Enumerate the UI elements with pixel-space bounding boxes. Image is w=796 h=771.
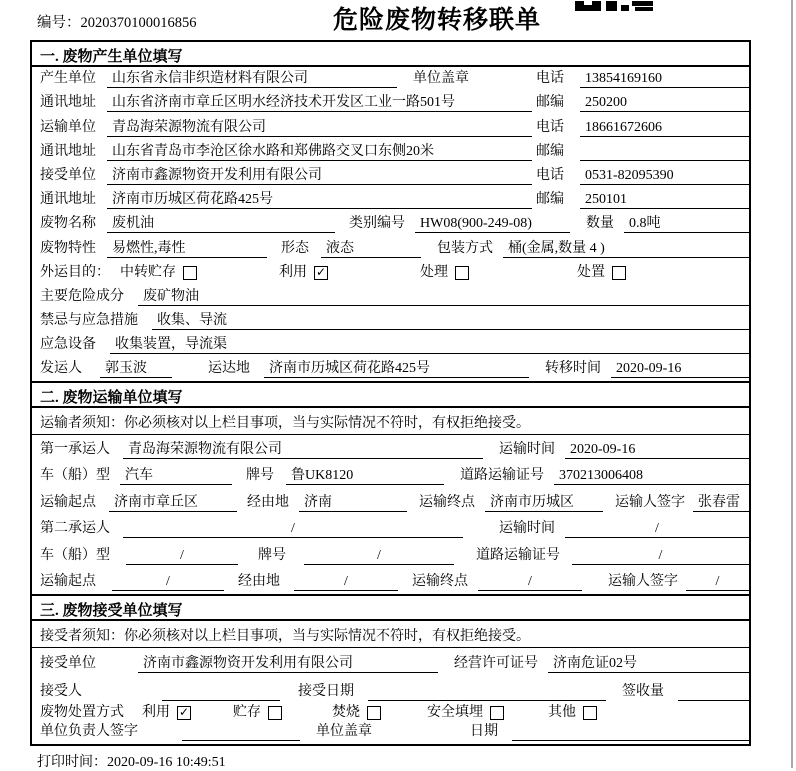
pack-label: 包装方式 <box>437 240 493 256</box>
vehicle1-label: 车（船）型 <box>40 468 110 484</box>
form-label: 形态 <box>281 240 309 256</box>
waste-code-value: HW08(900-249-08) <box>415 216 570 233</box>
date-label: 日期 <box>470 724 498 740</box>
receiver-phone-col <box>536 164 749 185</box>
option-label: 处置 <box>577 264 605 280</box>
pack-value: 桶(金属,数量 4 ) <box>503 237 749 258</box>
row-measures <box>32 309 749 333</box>
page-title: 危险废物转移联单 <box>333 7 542 34</box>
transporter-zip-value <box>580 160 749 161</box>
road-license-label: 道路运输证号 <box>476 547 560 563</box>
carrier2-value: / <box>123 521 463 538</box>
section3-body <box>32 621 749 744</box>
receiver-zip-value: 250101 <box>580 192 749 209</box>
page-right-edge <box>791 0 793 768</box>
address-label: 通讯地址 <box>40 95 96 111</box>
carrier-sign-value: / <box>686 574 749 591</box>
transfer-time-label: 转移时间 <box>545 361 601 377</box>
road-license-value: 370213006408 <box>554 468 749 485</box>
acceptor-label: 接受人 <box>40 684 82 700</box>
receiver-address-value: 济南市历城区荷花路425号 <box>107 188 532 209</box>
disposal-option-other <box>548 701 597 722</box>
shipper-label: 发运人 <box>40 361 82 377</box>
transporter-zip-col <box>536 140 749 161</box>
plate-value: 鲁UK8120 <box>286 464 444 485</box>
accept-unit-value: 济南市鑫源物资开发利用有限公司 <box>138 652 438 673</box>
transport-time-value: / <box>565 521 749 538</box>
route-end-label: 运输终点 <box>419 494 475 510</box>
purpose-option-dispose <box>577 261 626 282</box>
checkbox-safe-landfill <box>490 706 504 720</box>
zip-label: 邮编 <box>536 192 564 208</box>
plate-label: 牌号 <box>258 547 286 563</box>
qr-code-fragment-icon <box>575 0 653 16</box>
option-label: 利用 <box>279 264 307 280</box>
receiver-phone-value: 0531-82095390 <box>580 168 749 185</box>
section2-body <box>32 408 749 594</box>
route2-start-label: 运输起点 <box>40 574 96 590</box>
transporter-phone-value: 18661672606 <box>580 120 749 137</box>
transport-time-label: 运输时间 <box>499 521 555 537</box>
transfer-form <box>30 40 751 746</box>
route2-start-value: / <box>112 574 224 591</box>
producer-address-value: 山东省济南市章丘区明水经济技术开发区工业一路501号 <box>107 91 532 112</box>
dest-label: 运达地 <box>208 361 250 377</box>
purpose-option-use <box>279 261 328 282</box>
checkbox-transfer-storage <box>183 266 197 280</box>
route1-start-value: 济南市章丘区 <box>109 491 237 512</box>
transfer-time-value: 2020-09-16 <box>611 361 749 378</box>
purpose-option-treat <box>420 261 469 282</box>
row-equipment <box>32 333 749 357</box>
equipment-value: 收集装置，导流渠 <box>110 333 749 354</box>
row-producer <box>32 67 749 91</box>
vehicle2-value: / <box>126 548 238 565</box>
character-label: 废物特性 <box>40 240 96 256</box>
serial-label: 编号： <box>37 15 81 31</box>
option-label: 贮存 <box>233 705 261 721</box>
road-license-label: 道路运输证号 <box>460 468 544 484</box>
dest-value: 济南市历城区荷花路425号 <box>264 357 529 378</box>
waste-qty-value: 0.8吨 <box>624 212 749 233</box>
transporter-notice: 运输者须知：你必须核对以上栏目事项，当与实际情况不符时，有权拒绝接受。 <box>32 408 749 435</box>
route-end-label: 运输终点 <box>412 574 468 590</box>
business-license-label: 经营许可证号 <box>454 656 538 672</box>
road-license-value: / <box>572 548 749 565</box>
disposal-option-landfill <box>427 701 504 722</box>
row-route2 <box>32 568 749 595</box>
phone-label: 电话 <box>536 167 564 183</box>
responsible-sign-value <box>182 740 300 741</box>
equipment-label: 应急设备 <box>40 337 96 353</box>
checkbox-other <box>583 706 597 720</box>
row-vehicle1 <box>32 462 749 489</box>
option-label: 其他 <box>548 705 576 721</box>
transport-time-label: 运输时间 <box>499 441 555 457</box>
producer-phone-col <box>536 67 749 88</box>
row-waste-name <box>32 212 749 236</box>
option-label: 中转贮存 <box>120 264 176 280</box>
row-producer-address <box>32 91 749 115</box>
row-transporter-address <box>32 140 749 164</box>
via-value: 济南 <box>299 491 407 512</box>
transporter-address-value: 山东省青岛市李沧区徐水路和郑佛路交叉口东侧20米 <box>107 140 532 161</box>
acceptor-notice: 接受者须知：你必须核对以上栏目事项，当与实际情况不符时，有权拒绝接受。 <box>32 621 749 648</box>
option-label: 利用 <box>142 705 170 721</box>
checkbox-incineration <box>367 706 381 720</box>
row-hazard <box>32 285 749 309</box>
row-signature <box>32 725 749 744</box>
carrier-sign-value: 张春雷 <box>693 491 749 512</box>
serial-value: 2020370100016856 <box>80 15 197 31</box>
carrier-sign-label: 运输人签字 <box>615 494 685 510</box>
row-shipper <box>32 357 749 381</box>
row-vehicle2 <box>32 541 749 568</box>
route-end-value: / <box>478 574 582 591</box>
hazard-value: 废矿物油 <box>138 285 749 306</box>
responsible-sign-label: 单位负责人签字 <box>40 724 138 740</box>
producer-zip-value: 250200 <box>580 95 749 112</box>
transporter-value: 青岛海荣源物流有限公司 <box>107 116 532 137</box>
row-route1 <box>32 488 749 515</box>
transporter-phone-col <box>536 116 749 137</box>
waste-code-label: 类别编号 <box>349 216 405 232</box>
row-waste-character <box>32 236 749 260</box>
purpose-option-transfer <box>120 261 197 282</box>
print-time <box>37 751 226 771</box>
row-receiver <box>32 164 749 188</box>
carrier-sign-label: 运输人签字 <box>608 574 678 590</box>
receiver-zip-col <box>536 188 749 209</box>
disposal-option-use <box>142 701 191 722</box>
carrier1-value: 青岛海荣源物流有限公司 <box>123 438 483 459</box>
transport-time-value: 2020-09-16 <box>565 442 749 459</box>
phone-label: 电话 <box>536 71 564 87</box>
checkbox-use <box>177 706 191 720</box>
sign-qty-label: 签收量 <box>622 684 664 700</box>
via-label: 经由地 <box>238 574 280 590</box>
checkbox-storage <box>268 706 282 720</box>
receiver-label: 接受单位 <box>40 167 96 183</box>
purpose-label: 外运目的： <box>40 264 110 280</box>
business-license-value: 济南危证02号 <box>548 652 749 673</box>
carrier1-label: 第一承运人 <box>40 441 110 457</box>
date-value <box>512 740 749 741</box>
section1-body <box>32 67 749 381</box>
option-label: 焚烧 <box>332 705 360 721</box>
row-transporter <box>32 115 749 139</box>
plate-label: 牌号 <box>246 468 274 484</box>
via-label: 经由地 <box>247 494 289 510</box>
accept-date-label: 接受日期 <box>298 684 354 700</box>
sign-qty-value <box>678 700 749 701</box>
shipper-value: 郭玉波 <box>100 357 172 378</box>
row-accept-unit <box>32 648 749 676</box>
row-acceptor <box>32 676 749 704</box>
option-label: 安全填埋 <box>427 705 483 721</box>
row-disposal-method <box>32 704 749 725</box>
hazard-label: 主要危险成分 <box>40 288 124 304</box>
checkbox-treatment <box>455 266 469 280</box>
serial-number <box>37 11 197 32</box>
waste-name-label: 废物名称 <box>40 216 96 232</box>
section2-header: 二. 废物运输单位填写 <box>32 381 749 408</box>
section3-header: 三. 废物接受单位填写 <box>32 594 749 621</box>
seal-label: 单位盖章 <box>413 71 469 87</box>
producer-value: 山东省永信非织造材料有限公司 <box>107 67 397 88</box>
phone-label: 电话 <box>536 119 564 135</box>
receiver-value: 济南市鑫源物资开发利用有限公司 <box>107 164 532 185</box>
disposal-method-label: 废物处置方式 <box>40 705 124 721</box>
accept-unit-label: 接受单位 <box>40 656 96 672</box>
route1-start-label: 运输起点 <box>40 494 96 510</box>
print-time-value: 2020-09-16 10:49:51 <box>107 755 226 770</box>
disposal-option-storage <box>233 701 282 722</box>
carrier2-label: 第二承运人 <box>40 521 110 537</box>
plate-value: / <box>304 548 454 565</box>
zip-label: 邮编 <box>536 95 564 111</box>
disposal-option-incinerate <box>332 701 381 722</box>
measures-value: 收集、导流 <box>152 309 749 330</box>
transporter-label: 运输单位 <box>40 119 96 135</box>
route-end-value: 济南市历城区 <box>485 491 603 512</box>
measures-label: 禁忌与应急措施 <box>40 313 138 329</box>
character-value: 易燃性,毒性 <box>107 237 267 258</box>
waste-qty-label: 数量 <box>586 216 614 232</box>
row-purpose <box>32 261 749 285</box>
row-receiver-address <box>32 188 749 212</box>
producer-label: 产生单位 <box>40 71 96 87</box>
form-value: 液态 <box>321 237 421 258</box>
address-label: 通讯地址 <box>40 192 96 208</box>
via-value: / <box>294 574 398 591</box>
row-carrier1 <box>32 435 749 462</box>
producer-phone-value: 13854169160 <box>580 71 749 88</box>
document-header <box>0 0 796 38</box>
address-label: 通讯地址 <box>40 143 96 159</box>
print-time-label: 打印时间： <box>37 755 107 770</box>
zip-label: 邮编 <box>536 143 564 159</box>
waste-name-value: 废机油 <box>107 212 335 233</box>
checkbox-disposal <box>612 266 626 280</box>
section1-header: 一. 废物产生单位填写 <box>32 42 749 67</box>
vehicle1-value: 汽车 <box>120 464 232 485</box>
vehicle2-label: 车（船）型 <box>40 547 110 563</box>
unit-seal-label: 单位盖章 <box>316 724 372 740</box>
option-label: 处理 <box>420 264 448 280</box>
checkbox-use <box>314 266 328 280</box>
producer-zip-col <box>536 91 749 112</box>
row-carrier2 <box>32 515 749 542</box>
